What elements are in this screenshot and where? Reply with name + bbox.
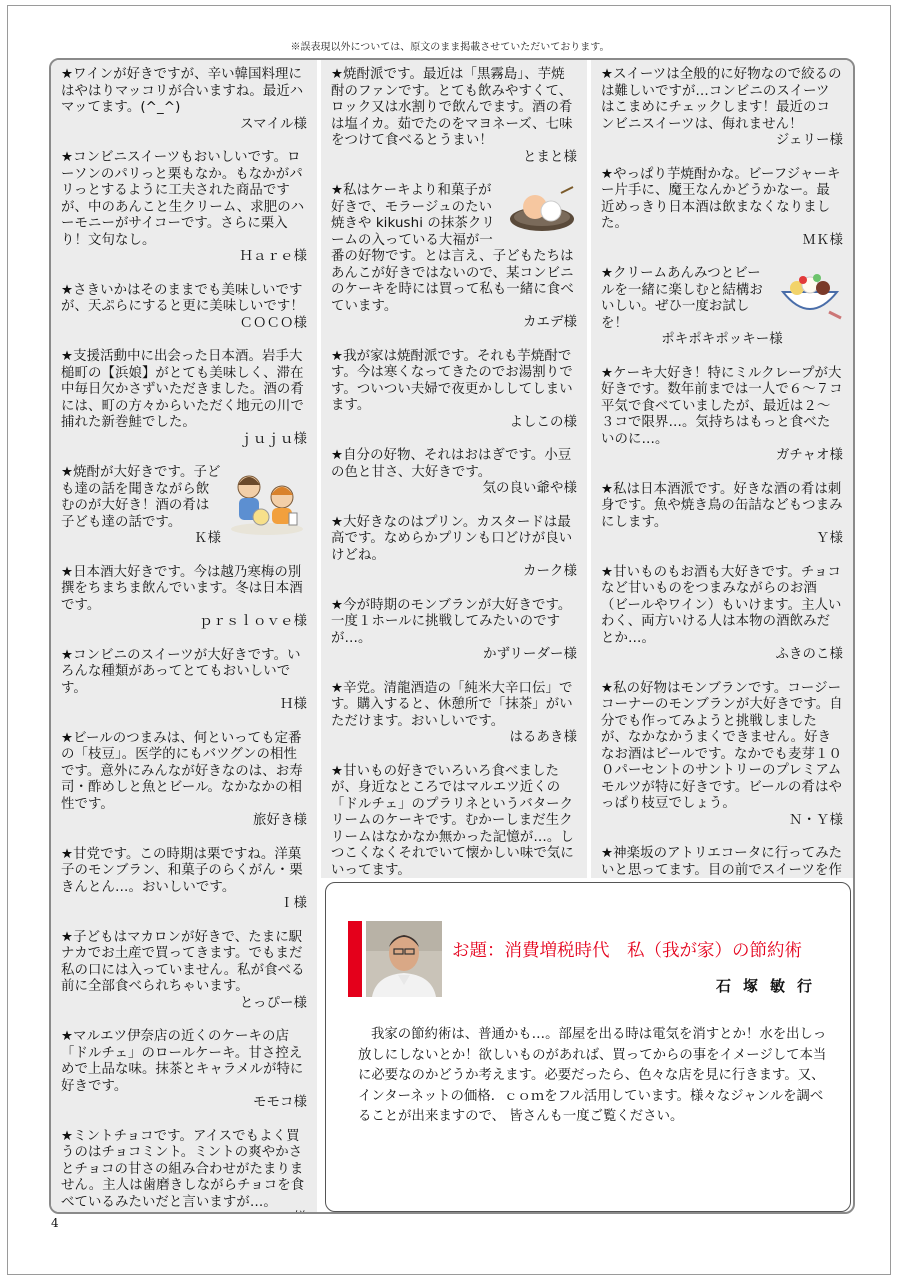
essay-author: 石塚敏行 [715, 977, 824, 995]
comment-entry: ★辛党。清龍酒造の「純米大辛口伝」です。購入すると、休憩所で「抹茶」がいただけます。おいしいです。 はるあき様 [331, 680, 577, 745]
comment-entry: ★自分の好物、それはおはぎです。小豆の色と甘さ、大好きです。 気の良い爺や様 [331, 448, 577, 496]
essay-body: 我家の節約術は、普通かも…。部屋を出る時は電気を消すとか！水を出しっ放しにしないとか！欲しいものがあれば、買ってからの事をイメージして本当に必要なのかどうか考えます。必要だったら、色々な店を見に行きます。又、インターネットの価格．ｃｏｍをフル活用しています。様々なジャンルを調べることが出来ますので、 皆さんも一度ご覧ください。 [358, 1027, 827, 1124]
page-notice: ※誤表現以外については、原文のまま掲載させていただいております。 [290, 42, 610, 53]
comment-column-3 [591, 60, 853, 878]
comment-entry: ★日本酒大好きです。今は越乃寒梅の別撰をちまちま飲んでいます。冬は日本酒です。 ｐｒｓｌｏｖｅ様 [61, 564, 307, 629]
comment-entry: ★支援活動中に出会った日本酒。岩手大槌町の【浜娘】がとても美味しく、滞在中毎日欠かさずいただきました。酒の肴には、町の方々からいただく地元の川で捕れた新巻鮭でした。 ｊｕｊｕ様 [61, 349, 307, 447]
comment-entry: ★ミントチョコです。アイスでもよく買うのはチョコミント。ミントの爽やかさとチョコの甘さの組み合わせがたまりません。主人は歯磨きしながらチョコを食べているみたいだと言いますが…。 [61, 1128, 305, 1210]
anmitsu-illustration [777, 268, 843, 324]
comment-entry: ★焼酎派です。最近は「黒霧島」、芋焼酎のファンです。とても飲みやすくて、ロック又は水割りで飲んでます。酒の肴は塩イカ。茹でたのをマヨネーズ、七味をつけて食べるとうまい！ とまと様 [331, 67, 577, 165]
comment-entry: ★さきいかはそのままでも美味しいですが、天ぷらにすると更に美味しいです！ ＣＯＣＯ様 [61, 282, 307, 331]
comment-entry: ★私はケーキより和菓子が好きで、モラージュのたい焼きや kikushi の抹茶クリームの入っている大福が一番の好物です。とは言え、子どもたちはあんこが好きではないので、某コンビニのケーキを時には買って私も一緒に食べています。 カエデ様 [331, 183, 577, 330]
wagashi-illustration [507, 185, 577, 235]
comment-column-1 [51, 60, 317, 1214]
family-drinking-illustration [227, 467, 307, 537]
reader-comments-panel [49, 58, 855, 1214]
comment-entry: ★やっぱり芋焼酎かな。ビーフジャーキー片手に、魔王なんかどうかなー。最近めっきり日本酒は飲まなくなりました。 ＭＫ様 [601, 166, 843, 248]
comment-entry: ★神楽坂のアトリエコータに行ってみたいと思ってます。目の前でスイーツを作 [601, 846, 843, 878]
comment-entry: ★我が家は焼酎派です。それも芋焼酎です。今は寒くなってきたのでお湯割りです。ついつい夫婦で夜更かししてしまいます。 よしこの様 [331, 348, 577, 430]
essay-box [325, 882, 851, 1212]
comment-entry: ★大好きなのはプリン。カスタードは最高です。なめらかプリンも口どけが良いけどね。 カーク様 [331, 514, 577, 579]
comment-entry: ★ビールのつまみは、何といっても定番の「枝豆」。医学的にもバツグンの相性です。意外にみんなが好きなのは、お寿司・酢めしと魚とビール。なかなかの相性です。 旅好き様 [61, 730, 307, 828]
comment-column-2 [321, 60, 587, 878]
comment-entry: ★私は日本酒派です。好きな酒の肴は刺身です。魚や焼き鳥の缶詰などもつまみにします。 Ｙ様 [601, 481, 843, 546]
comment-entry: ★コンビニのスイーツが大好きです。いろんな種類があってとてもおいしいです。 Ｈ様 [61, 647, 307, 712]
accent-bar [348, 921, 362, 997]
comment-entry: ★ケーキ大好き！特にミルクレープが大好きです。数年前までは一人で６～７コ平気で食べていましたが、最近は２～３コで限界…。気持ちはもっと食べたいのに…。 ガチャオ様 [601, 365, 843, 463]
comment-entry: ★スイーツは全般的に好物なので絞るのは難しいですが…コンビニのスイーツはこまめにチェックします！最近のコンビニスイーツは、侮れません！ ジェリー様 [601, 67, 843, 148]
comment-entry: ★クリームあんみつとビールを一緒に楽しむと結構おいしい。ぜひ一度お試しを！ ポキポキポッキー様 [601, 266, 843, 349]
comment-entry: ★マルエツ伊奈店の近くのケーキの店「ドルチェ」のロールケーキ。甘さ控えめで上品な味。抹茶とキャラメルが特に好きです。 モモコ様 [61, 1029, 307, 1110]
comment-entry: ★甘いもの好きでいろいろ食べましたが、身近なところではマルエツ近くの「ドルチェ」のプラリネというバタークリームのケーキです。むかーしまだ生クリームはなかなか無かった記憶が…。しつこくなくそれでいて懐かしい味で気にいってます。 [331, 763, 574, 878]
comment-entry: ★ワインが好きですが、辛い韓国料理にはやはりマッコリが合いますね。最近ハマッてます。(^_^) スマイル様 [61, 67, 307, 132]
comment-entry: ★焼酎が大好きです。子ども達の話を聞きながら飲むのが大好き！酒の肴は子ども達の話です。 Ｋ様 [61, 465, 307, 548]
author-photo [366, 921, 442, 997]
comment-entry: ★私の好物はモンブランです。コージーコーナーのモンブランが大好きです。自分でも作ってみようと挑戦しましたが、なかなかうまくできません。好きなお酒はビールです。なかでも麦芽１００パーセントのサントリーのプレミアムモルツが特に好きです。ビールの肴はやっぱり枝豆でしょう。 Ｎ・Ｙ様 [601, 680, 843, 828]
essay-topic: お題：消費増税時代 私（我が家）の節約術 [452, 941, 802, 961]
page-number: 4 [51, 1216, 59, 1230]
comment-entry: ★子どもはマカロンが好きで、たまに駅ナカでお土産で買ってきます。でもまだ私の口には入っていません。私が食べる前に全部食べられちゃいます。 とっぴー様 [61, 929, 307, 1011]
comment-entry: ★今が時期のモンブランが大好きです。一度１ホールに挑戦してみたいのですが…。 かずリーダー様 [331, 597, 577, 662]
comment-entry: ★コンビニスイーツもおいしいです。ローソンのパリっと栗もなか。もなかがパリっとするように工夫された商品ですが、中のあんこと生クリーム、求肥のハーモニーがサイコーです。さらに栗入り！文句なし。 Ｈａｒｅ様 [61, 150, 307, 264]
comment-entry: ★甘いものもお酒も大好きです。チョコなど甘いものをつまみながらのお酒（ビールやワイン）もいけます。主人いわく、両方いける人は本物の酒飲みだとか…。 ふきのこ様 [601, 564, 843, 662]
comment-entry: ★甘党です。この時期は栗ですね。洋菓子のモンブラン、和菓子のらくがん・栗きんとん…。おいしいです。 Ｉ様 [61, 846, 307, 911]
